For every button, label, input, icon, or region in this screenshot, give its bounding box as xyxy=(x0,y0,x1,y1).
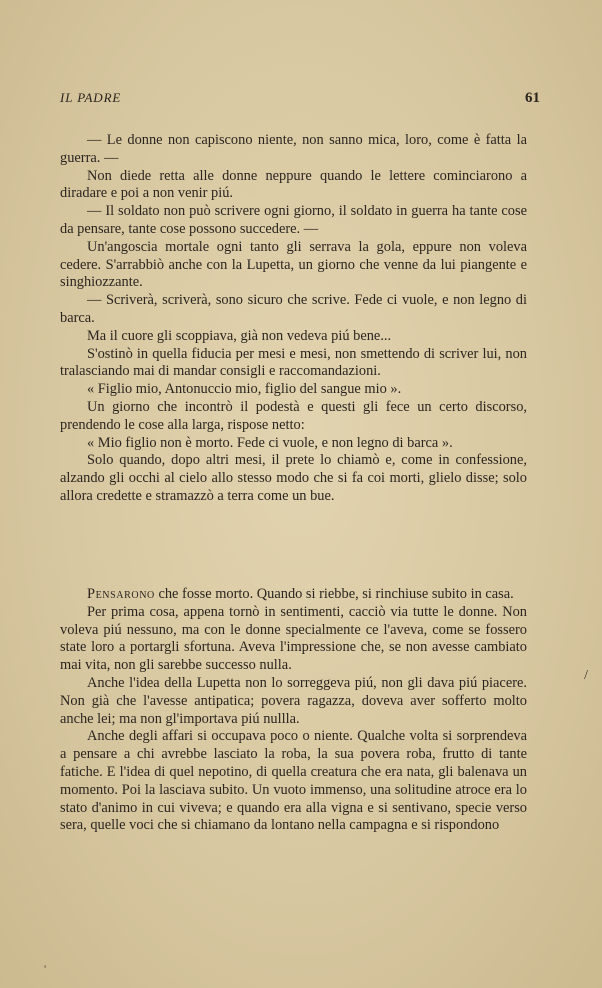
section-opening-paragraph xyxy=(60,586,527,604)
opening-smallcaps: Pensarono xyxy=(87,586,155,602)
paragraph: « Mio figlio non è morto. Fede ci vuole, e non legno di barca ». xyxy=(87,434,453,451)
paragraph: Per prima cosa, appena tornò in sentimenti, cacciò via tutte le donne. Non voleva piú nessuno, ma con le donne specialmente ce l'aveva, come se fossero state loro a portargli sfortuna. Aveva l'impressione che, se non avesse cambiato mai vita, non gli sarebbe successo nulla. xyxy=(60,603,527,674)
paragraph: Un'angoscia mortale ogni tanto gli serrava la gola, eppure non voleva cedere. S'arrabbiò anche con la Lupetta, un giorno che venne da lui piangente e singhiozzante. xyxy=(60,238,527,291)
paragraph: Un giorno che incontrò il podestà e questi gli fece un certo discorso, prendendo le cose alla larga, rispose netto: xyxy=(60,398,527,433)
paragraph: S'ostinò in quella fiducia per mesi e mesi, non smettendo di scriver lui, non tralasciando mai di mandar consigli e raccomandazioni. xyxy=(60,345,527,380)
paragraph: Anche degli affari si occupava poco o niente. Qualche volta si sorprendeva a pensare a chi avrebbe lasciato la roba, la sua povera roba, frutto di tante fatiche. E l'idea di quel nepotino, di quella creatura che era nata, gli balenava un momento. Poi la lasciava subito. Un vuoto immenso, una solitudine atroce era lo stato d'animo in cui viveva; e quando era alla vigna e si sentivano, specie verso sera, quelle voci che si chiamano da lontano nella campagna e si rispondono xyxy=(60,728,527,834)
paragraph: Ma il cuore gli scoppiava, già non vedeva piú bene... xyxy=(87,327,392,344)
paragraph: Anche l'idea della Lupetta non lo sorreggeva piú, non gli dava piú piacere. Non già che l'avesse antipatica; povera ragazza, doveva aver sofferto molto anche lei; ma non gl'importava piú nullla. xyxy=(60,674,527,727)
section-1-text xyxy=(60,132,527,506)
paragraph: Non diede retta alle donne neppure quando le lettere cominciarono a diradare e poi a non venir piú. xyxy=(60,167,527,202)
page-header xyxy=(60,90,540,110)
paragraph: — Scriverà, scriverà, sono sicuro che scrive. Fede ci vuole, e non legno di barca. xyxy=(60,292,527,326)
paragraph: « Figlio mio, Antonuccio mio, figlio del sangue mio ». xyxy=(87,381,402,398)
opening-rest: che fosse morto. Quando si riebbe, si rinchiuse subito in casa. xyxy=(154,586,514,602)
margin-pencil-mark: / xyxy=(584,668,588,683)
paragraph: — Le donne non capiscono niente, non sanno mica, loro, come è fatta la guerra. — xyxy=(60,132,527,166)
paragraph: — Il soldato non può scrivere ogni giorno, il soldato in guerra ha tante cose da pensare, tante cose possono succedere. — xyxy=(60,203,527,237)
section-2-text xyxy=(60,586,527,835)
paragraph: Solo quando, dopo altri mesi, il prete lo chiamò e, come in confessione, alzando gli occhi al cielo allo stesso modo che si fa coi morti, glielo disse; solo allora credette e stramazzò a terra come un bue. xyxy=(60,452,527,504)
corner-mark: ' xyxy=(44,962,47,976)
page-number: 61 xyxy=(525,90,540,106)
running-title: IL PADRE xyxy=(60,90,122,105)
